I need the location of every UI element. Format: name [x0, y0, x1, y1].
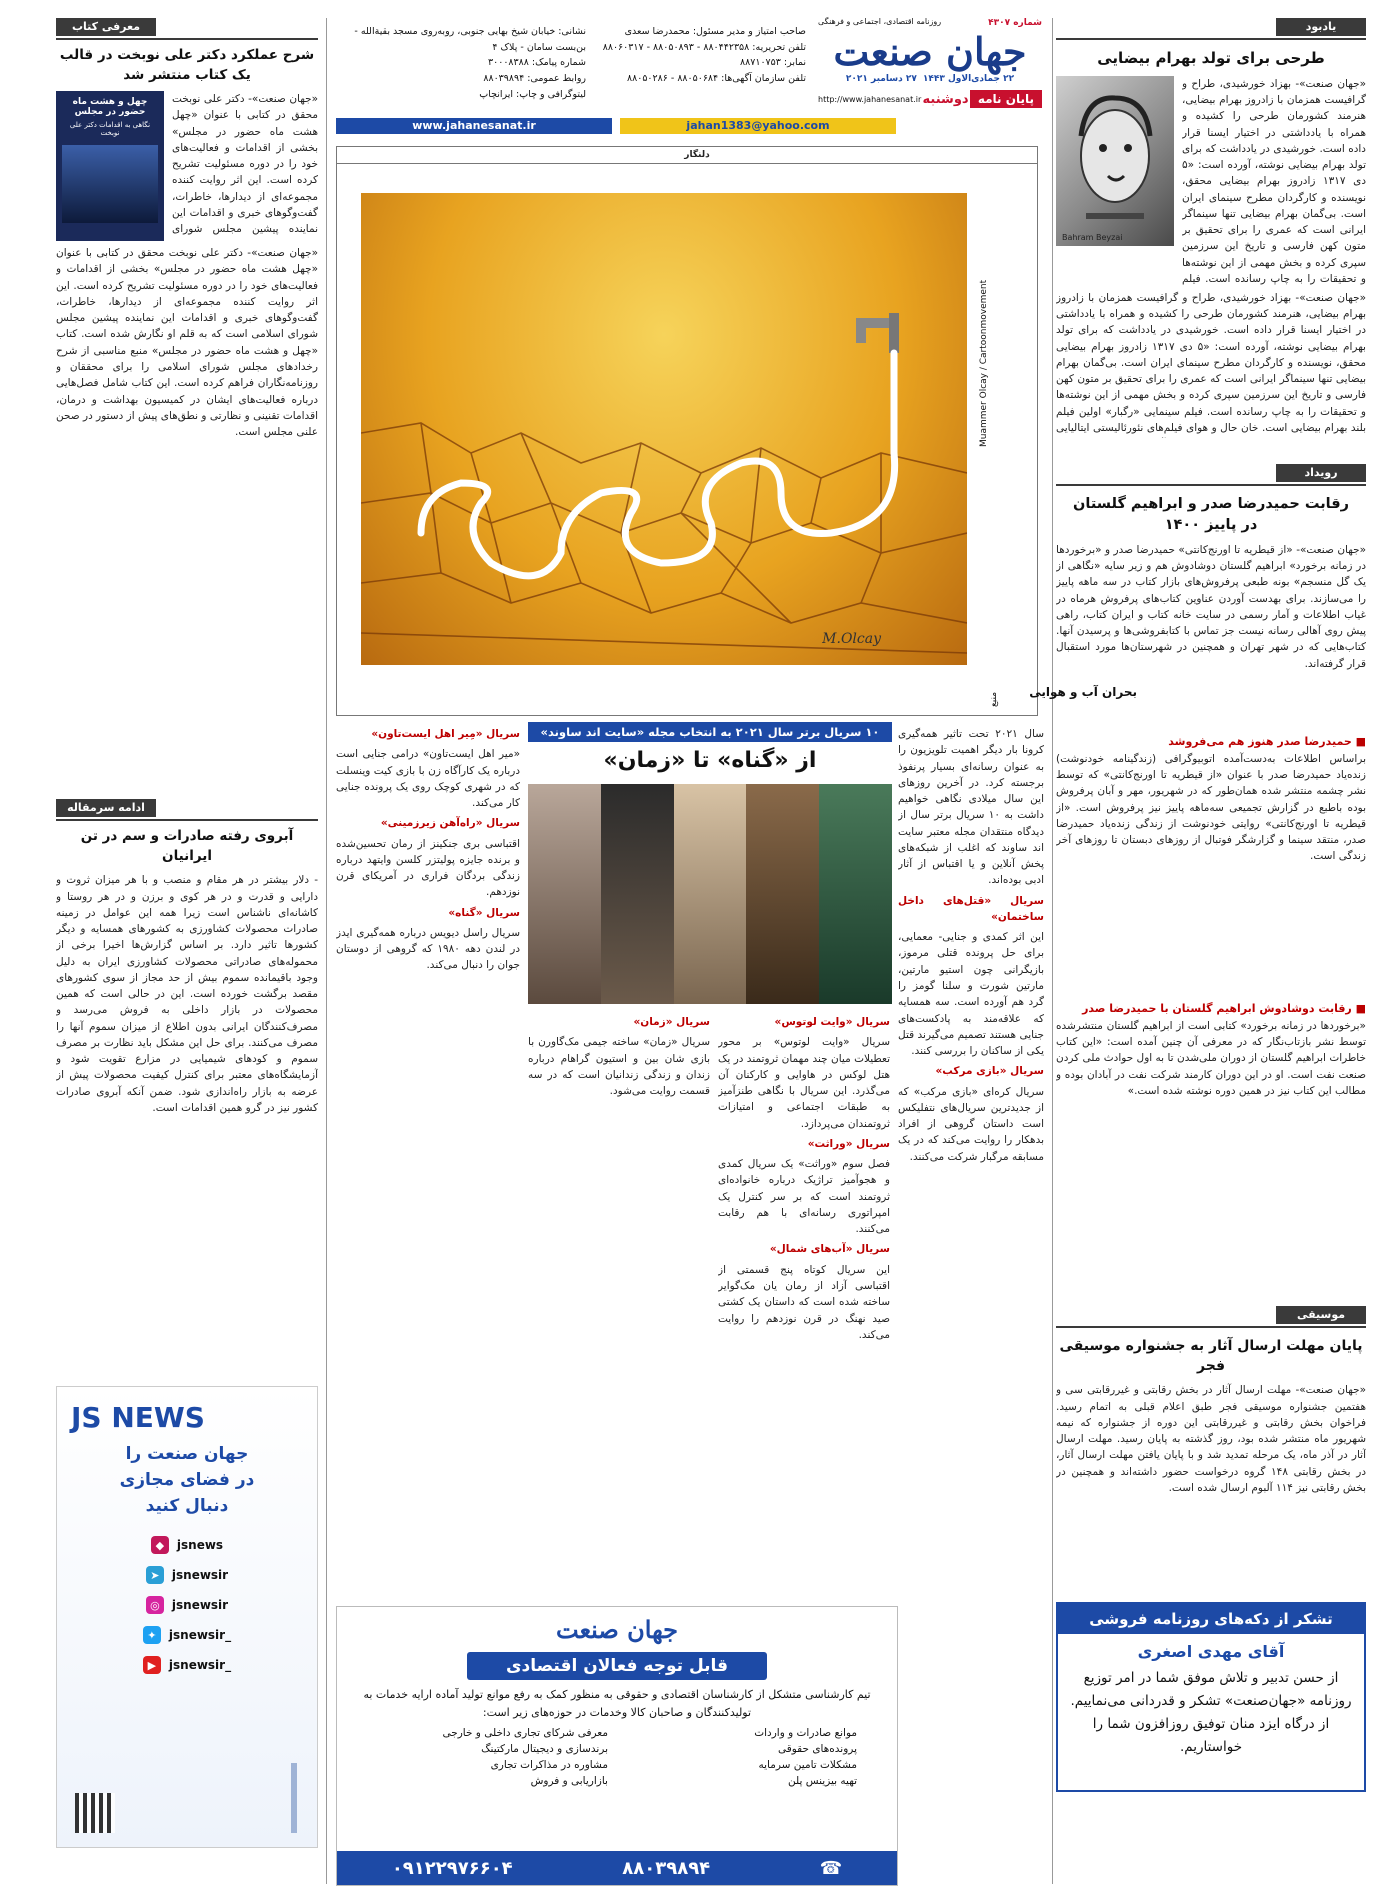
- series-sub-5: سریال «زمان»: [633, 1016, 710, 1028]
- cartoon-side-label: منبع: [989, 691, 999, 707]
- series-still-3: [674, 784, 747, 1004]
- series-sub-2: سریال «وایت لوتوس»: [774, 1016, 890, 1028]
- owner-line: صاحب امتیاز و مدیر مسئول: محمدرضا سعدی: [624, 26, 806, 37]
- masthead-subtitle: روزنامه اقتصادی، اجتماعی و فرهنگی: [818, 17, 942, 26]
- article-body-beyzai-intro: «جهان صنعت»- بهزاد خورشیدی، طراح و گرافیست همزمان با زادروز بهرام بیضایی، هنرمند کشورمان طرحی را کشیده و همراه با یادداشتی در اختیار ایسنا قرار داده است. خورشیدی در یادداشت که برای تولد بهرام بیضایی نوشته، آورده است: «۵ دی ۱۳۱۷ زادروز بهرام بیضایی محقق، نویسنده و کارگردان مطرح سینمای ایران است. بی‌گمان بهرام بیضایی تنها سینماگر ایرانی است که عمری را برای تحقیق بر متون کهن فارسی و تاریخ این سرزمین سپری کرده و بخش مهمی از این نوشته‌ها و تحقیقات را به چاپ رسانده است. فیلم: [1182, 77, 1366, 285]
- sms-line: شماره پیامک: ۳۰۰۰۸۳۸۸: [488, 57, 586, 69]
- ad-items: [337, 1727, 897, 1787]
- print-line: لیتوگرافی و چاپ: ایرانچاپ: [479, 88, 586, 100]
- jsnews-handle[interactable]: ◆ jsnews: [57, 1534, 317, 1556]
- jsnews-handles: [57, 1534, 317, 1676]
- series-col-2: سریال «وایت لوتوس» سریال «وایت لوتوس» بر محور تعطیلات میان چند مهمان ثروتمند در یک هتل لوکس در هاوایی و کارکنان آن می‌گذرد. این سریال با نگاهی طنزآمیز به طبقات اجتماعی و امتیازات ثروتمندان می‌پردازد. سریال «وراثت» فصل سوم «وراثت» یک سریال کمدی و هجوآمیز تراژیک درباره خانواده‌ای ثروتمند است که بر سر کنترل یک امپراتوری رسانه‌ای با هم رقابت می‌کنند. سریال «آب‌های شمال» این سریال کوتاه پنج قسمتی از اقتباسی آزاد از رمان یان مک‌گوایر ساخته شده است که داستان یک کشتی صید نهنگ در قرن نوزدهم را روایت می‌کند.: [718, 1016, 890, 1341]
- book-cover-sub: نگاهی به اقدامات دکتر علی نوبخت: [69, 121, 151, 138]
- ad-item: بازاریابی و فروش: [530, 1775, 608, 1788]
- cartoon-image: [361, 193, 967, 665]
- editorial-title: آبروی رفته صادرات و سم در تن ایرانیان: [80, 828, 294, 864]
- masthead-dates: ۲۲ جمادی‌الاول ۱۴۴۳ ۲۷ دسامبر ۲۰۲۱: [845, 74, 1015, 84]
- series-sub-9: سریال «بازی مرکب»: [935, 1065, 1044, 1078]
- article-body-golestan: «برخوردها در زمانه برخورد» کتابی است از ابراهیم گلستان منتشرشده توسط نشر بازتاب‌نگار که در معرفی آن چنین آمده است: «این کتاب خاطرات ابراهیم گلستان از دوران ملی‌شدن تا به اول حوادث ملی کردن صنعت نفت است. او در این دوران کارمند شرکت نفت در آبادان بوده و مطالب این کتاب نیز در همین دوره نوشته شده است.»: [1056, 1019, 1366, 1097]
- jsnews-line1: جهان صنعت را: [125, 1444, 249, 1465]
- ad-logo: جهان صنعت: [556, 1615, 678, 1644]
- fax-line: نمابر: ۸۸۷۱۰۷۵۳: [740, 57, 806, 69]
- series-photo-strip: [528, 784, 892, 1004]
- column-divider: [1052, 18, 1053, 1884]
- masthead-address: [326, 24, 586, 114]
- ad-phone-bar: [337, 1851, 897, 1885]
- book-article-body-top: «جهان صنعت»- دکتر علی نوبخت محقق در کتابی با عنوان «چهل هشت ماه حضور در مجلس» بخشی از اقدامات و فعالیت‌های خود را در دوره مسئولیت تشریح کرده است. این اثر روایت کننده مجموعه‌ای از دیدارها، خاطرات، گفت‌وگوهای خبری و اقدامات این نماینده پیشین مجلس شورای: [172, 93, 318, 236]
- beyzai-portrait: [1056, 76, 1174, 246]
- series-sub-8: سریال «گناه»: [448, 906, 520, 919]
- series-sub-3: سریال «وراثت»: [807, 1137, 890, 1150]
- rubika-icon: ◆: [151, 1536, 169, 1554]
- jsnews-logo: JS NEWS: [71, 1401, 205, 1435]
- book-cover-title: چهل و هشت ماه حضور در مجلس: [72, 97, 148, 118]
- series-col-3: سریال «زمان» سریال «زمان» ساخته جیمی مک‌گاورن با بازی شان بین و استیون گراهام درباره زندان و زندگی زندانیان است که در سه قسمت روایت می‌شود.: [528, 1016, 710, 1098]
- series-still-1: [528, 784, 601, 1004]
- ad-intro: تیم کارشناسی متشکل از کارشناسان اقتصادی و حقوقی به منظور کمک به رفع موانع تولید آماده ارایه خدمات به تولیدکنندگان و صاحبان کالا وخدمات در حوزه‌های زیر است:: [363, 1688, 871, 1719]
- ad-item: پرونده‌های حقوقی: [777, 1743, 857, 1756]
- jsnews-handle[interactable]: ➤ jsnewsir: [57, 1564, 317, 1586]
- ad-phone-1[interactable]: ۸۸۰۳۹۸۹۴: [622, 1857, 711, 1879]
- series-kicker: ۱۰ سریال برتر سال ۲۰۲۱ به انتخاب مجله «سایت اند ساوند»: [528, 722, 892, 742]
- series-col-4: سریال «مِیر اهل ایست‌تاون» «میر اهل ایست‌تاون» درامی جنایی است درباره یک کارآگاه زن با بازی کیت وینسلت که در شهری کوچک روی یک پرونده جنایی کار می‌کند. سریال «راه‌آهن زیرزمینی» اقتباسی بری جنکینز از رمان تحسین‌شده و برنده جایزه پولیتزر کلسن وایتهد درباره زندگی بردگان فراری در آمریکای قرن نوزدهم. سریال «گناه» سریال راسل دیویس درباره همه‌گیری ایدز در لندن دهه ۱۹۸۰ که گروهی از دوستان جوان را دنبال می‌کند.: [336, 728, 520, 972]
- article-title-fajr: پایان مهلت ارسال آثار به جشنواره موسیقی فجر: [1059, 1337, 1363, 1375]
- cartoon-credit: Muammer Olcay / Cartoonmovement: [979, 279, 989, 447]
- section-tag-edame: ادامه سرمقاله: [56, 799, 156, 817]
- thanks-box: [1056, 1602, 1366, 1792]
- thanks-name: آقای مهدی اصغری: [1137, 1642, 1285, 1662]
- email-bar[interactable]: jahan1383@yahoo.com: [620, 118, 896, 134]
- series-title: از «گناه» تا «زمان»: [603, 748, 817, 773]
- subhead-bullet: ■: [1351, 1001, 1366, 1015]
- series-still-5: [819, 784, 892, 1004]
- jsnews-handle[interactable]: ◎ jsnewsir: [57, 1594, 317, 1616]
- book-cover: [56, 91, 164, 241]
- twitter-icon: ✦: [143, 1626, 161, 1644]
- jsnews-line2: در فضای مجازی: [119, 1470, 255, 1491]
- ad-item: مشاوره در مذاکرات تجاری: [490, 1759, 608, 1772]
- article-body-fajr: «جهان صنعت»- مهلت ارسال آثار در بخش رقابتی و غیررقابتی سی و هفتمین جشنواره موسیقی فجر طبق اعلام قبلی به اتمام رسید. فراخوان بخش رقابتی و غیررقابتی این دوره از جشنواره که نیمه شهریور ماه منتشر شده بود، روز گذشته به پایان رسید. مهلت ارسال آثار در آذر ماه، یک مرحله تمدید شد و با پایان یافتن مهلت ارسال آثار، در بخش رقابتی ۱۴۸ گروه درخواست حضور داشته‌اند و همچنین در بخش رقابتی نیز ۱۱۴ آلبوم ارسال شده است.: [1056, 1384, 1366, 1494]
- cartoon-title: بحران آب و هوایی: [1029, 685, 1137, 699]
- thanks-body: از حسن تدبیر و تلاش موفق شما در امر توزیع روزنامه «جهان‌صنعت» تشکر و قدردانی می‌نماییم. از درگاه ایزد منان توفیق روزافزون شما را خواستاریم.: [1070, 1670, 1352, 1756]
- book-cover-photo: [62, 145, 158, 223]
- section-tag-delnegar: دلنگار: [657, 147, 737, 163]
- right-column: [1056, 18, 1366, 1884]
- ad-item: مشکلات تامین سرمایه: [758, 1759, 857, 1772]
- website-bar[interactable]: www.jahanesanat.ir: [336, 118, 612, 134]
- series-still-2: [601, 784, 674, 1004]
- book-article-body: «جهان صنعت»- دکتر علی نوبخت محقق در کتابی با عنوان «چهل هشت ماه حضور در مجلس» بخشی از اقدامات و فعالیت‌های خود را در دوره مسئولیت تشریح کرده است. این اثر روایت کننده مجموعه‌ای از دیدارها، خاطرات، گفت‌وگوهای خبری و اقدامات این نماینده پیشین مجلس شورای اسلامی است که به قلم او نگارش شده است. کتاب «چهل و هشت ماه حضور در مجلس» منبع مناسبی از شرح رخدادهای مجلس شورای اسلامی را برای محققان و روزنامه‌نگاران فراهم کرده است. این کتاب شامل فصل‌هایی درباره فعالیت‌های ایشان در کمیسیون بهداشت و درمان، اقدامات تقنینی و نظارتی و نطق‌های پیش از دستور در صحن علنی مجلس است.: [56, 247, 318, 439]
- thanks-title: تشکر از دکه‌های روزنامه فروشی: [1058, 1604, 1364, 1634]
- cracked-earth-faucet-icon: [361, 193, 967, 665]
- book-article-title: شرح عملکرد دکتر علی نوبخت در قالب یک کتاب منتشر شد: [59, 47, 315, 83]
- masthead-logo: جهان صنعت: [833, 29, 1027, 74]
- youtube-icon: ▶: [143, 1656, 161, 1674]
- ad-title: قابل توجه فعالان اقتصادی: [467, 1652, 767, 1680]
- article-title-sadr-golestan: رقابت حمیدرضا صدر و ابراهیم گلستان در پاییز ۱۴۰۰: [1073, 495, 1349, 533]
- pr-line: روابط عمومی: ۸۸۰۳۹۸۹۴: [483, 73, 586, 85]
- article-body-beyzai-rest: «جهان صنعت»- بهزاد خورشیدی، طراح و گرافیست همزمان با زادروز بهرام بیضایی، هنرمند کشورمان طرحی را کشیده و همراه با یادداشتی در اختیار ایسنا قرار داده است. خورشیدی در یادداشت که برای تولد بهرام بیضایی نوشته، آورده است: «۵ دی ۱۳۱۷ زادروز بهرام بیضایی محقق، نویسنده و کارگردان مطرح سینمای ایران است. بی‌گمان بهرام بیضایی تنها سینماگر ایرانی است که عمری را برای تحقیق بر متون کهن فارسی و تاریخ این سرزمین سپری کرده و بخش مهمی از این نوشته‌ها و تحقیقات را به چاپ رسانده است. فیلم سینمایی «رگبار» اولین فیلم بلند بهرام بیضایی است. خان حال و هوای فیلم‌های نئورئالیستی ایتالیایی: [1056, 291, 1366, 434]
- subhead-bullet: ■: [1351, 734, 1366, 748]
- series-sub-7: سریال «راه‌آهن زیرزمینی»: [380, 817, 520, 830]
- portrait-caption: Bahram Beyzai: [1062, 232, 1123, 242]
- tower-icon: [291, 1763, 297, 1833]
- series-sub-1: سریال «قتل‌های داخل ساختمان»: [898, 894, 1044, 923]
- ad-item: برندسازی و دیجیتال مارکتینگ: [481, 1743, 608, 1756]
- ad-item: موانع صادرات و واردات: [754, 1727, 857, 1740]
- section-tag-rooydad: رویداد: [1276, 464, 1366, 482]
- telegram-icon: ➤: [146, 1566, 164, 1584]
- column-divider: [326, 18, 327, 1884]
- jsnews-line3: دنبال کنید: [145, 1496, 229, 1517]
- series-sub-4: سریال «آب‌های شمال»: [769, 1243, 890, 1256]
- ads-phone: تلفن سازمان آگهی‌ها: ۸۸۰۵۰۶۸۴ - ۸۸۰۵۰۲۸۶: [627, 73, 806, 85]
- section-tag-moarefi: معرفی کتاب: [56, 18, 156, 36]
- address-line: نشانی: خیابان شیخ بهایی جنوبی، روبه‌روی مسجد بقیةالله - بن‌بست سامان - پلاک ۴: [354, 26, 586, 53]
- article-body-sadr-2: براساس اطلاعات به‌دست‌آمده اتوبیوگرافی (زندگینامه خودنوشت) زنده‌یاد حمیدرضا صدر با عنوان «از قیطریه تا اورنج‌کانتی» که توسط نشر چشمه منتشر شده همان‌طور که در شهریور، مهر و آبان پرفروش بوده باطبع در گزارش تجمیعی سه‌ماهه پاییز نیز پرفروش است. «از قیطریه تا اورنج‌کانتی» روایتی خودنوشت از زندگی زنده‌یاد حمیدرضا صدر، منتقد سینما و گزارشگر فوتبال از روزهای دبستان تا روزهای آخر زندگی است.: [1056, 752, 1366, 863]
- article-title-beyzai: طرحی برای تولد بهرام بیضایی: [1097, 49, 1325, 67]
- ad-item: تهیه بیزینس پلن: [788, 1775, 857, 1788]
- left-column: [56, 18, 318, 1884]
- section-tag-yadbood: یادبود: [1276, 18, 1366, 36]
- subhead-golestan: ■ رقابت دوشادوش ابراهیم گلستان با حمیدرضا صدر: [1082, 1001, 1366, 1015]
- series-sub-6: سریال «مِیر اهل ایست‌تاون»: [371, 728, 520, 740]
- portrait-sketch-icon: [1056, 76, 1174, 246]
- phone-icon: ☎: [819, 1857, 843, 1879]
- article-body-sadr-intro: «جهان صنعت»- «از قیطریه تا اورنج‌کانتی» حمیدرضا صدر و «برخوردها در زمانه برخورد» ابراهیم گلستان دوشادوش هم و زیر سایه «نگاهی از یک گل منسجم» بونه طبعی پرفروش‌های بازار کتاب در سه ماهه پاییز را می‌سازند. برای بهدست آوردن عناوین کتاب‌های پرفروش هرماه در غیاب اطلاعات و آمار رسمی در سایت خانه کتاب و ایران کتاب، راهی پیش روی آهالی رسانه نیست جز تماس با کتابفروشی‌ها و پرسیدن آنها. کتاب‌هایی که در شهر تهران و همچنین در شهرستان‌ها مورد استقبال قرار گرفته‌اند.: [1056, 543, 1366, 670]
- jsnews-handle[interactable]: ▶ jsnewsir_: [57, 1654, 317, 1676]
- instagram-icon: ◎: [146, 1596, 164, 1614]
- masthead-url[interactable]: http://www.jahanesanat.ir: [818, 94, 922, 104]
- phone-editorial: تلفن تحریریه: ۸۸۰۴۴۲۳۵۸ - ۸۸۰۵۰۸۹۳ - ۸۸۰۶۰۳۱۷: [602, 41, 806, 53]
- contact-bar: [336, 118, 896, 134]
- ad-phone-2[interactable]: ۰۹۱۲۲۹۷۶۶۰۴: [391, 1857, 513, 1879]
- svg-text:M.Olcay: M.Olcay: [822, 631, 881, 647]
- editorial-body: - دلار بیشتر در هر مقام و منصب و با هر میزان ثروت و دارایی و قدرت و در هر کوی و برزن و در هر روستا و کاشانه‌ای ناشناس است زیرا همه این عوامل در زمینه صادرات محصولات کشاورزی به کشورهای همسایه و دیگر کشورها تاثیر دارد. بر اساس گزارش‌ها اخیرا برخی از محموله‌های صادراتی محصولات کشاورزی ایران به دلیل وجود باقیمانده سموم بیش از حد مجاز از سوی کشورهای مقصد برگشت خورده است. این در حالی است که همین محصولات در بازار داخلی به فروش می‌رسد و مصرف‌کنندگان ایرانی بدون اطلاع از میزان سموم آنها را مصرف می‌کنند. برای حل این مشکل باید نظارت بر مصرف سموم و کودهای شیمیایی در مزارع تقویت شود و آزمایشگاه‌های معتبر برای کنترل کیفیت محصولات پیش از عرضه به بازار راه‌اندازی شود. ضمن آنکه آبروی صادرات کشور نیز در گرو همین اقدامات است.: [56, 874, 318, 1114]
- qr-code-icon[interactable]: [75, 1793, 115, 1833]
- payan-nameh-label: پایان نامه: [970, 90, 1042, 108]
- jsnews-handle[interactable]: ✦ jsnewsir_: [57, 1624, 317, 1646]
- section-tag-moosighi: موسیقی: [1276, 1306, 1366, 1324]
- series-col-1: سال ۲۰۲۱ تحت تاثیر همه‌گیری کرونا بار دیگر اهمیت تلویزیون را به عنوان رسانه‌ای بسیار پرنفوذ برجسته کرد. در آخرین روزهای این سال میلادی نگاهی خواهیم داشت به ۱۰ سریال برتر سال از دیدگاه منتقدان مجله معتبر سایت اند ساوند که اغلب از شبکه‌های پخش آنلاین و یا اقتباس از آثار ادبی بوده‌اند. سریال «قتل‌های داخل ساختمان» این اثر کمدی و جنایی- معمایی، برای حل پرونده قتلی مرموز، بازیگرانی چون استیو مارتین، مارتین شورت و سلنا گومز را گرد هم آورده است. سه همسایه که علاقه‌مند به پادکست‌های جنایی هستند تصمیم می‌گیرند قتل یکی از ساکنان را بررسی کنند. سریال «بازی مرکب» سریال کره‌ای «بازی مرکب» که از جدیدترین سریال‌های نتفلیکس است داستان گروهی از افراد بدهکار را روایت می‌کند که در یک مسابقه مرگبار شرکت می‌کنند.: [898, 728, 1044, 1163]
- series-still-4: [746, 784, 819, 1004]
- issue-number: شماره ۴۳۰۷: [988, 18, 1042, 28]
- consulting-ad: [336, 1606, 898, 1886]
- ad-item: معرفی شرکای تجاری داخلی و خارجی: [442, 1727, 608, 1740]
- weekday: دوشنبه: [922, 91, 969, 107]
- jsnews-box: [56, 1386, 318, 1848]
- subhead-sadr: ■ حمیدرضا صدر هنوز هم می‌فروشد: [1168, 734, 1366, 748]
- masthead-contacts: [596, 24, 806, 114]
